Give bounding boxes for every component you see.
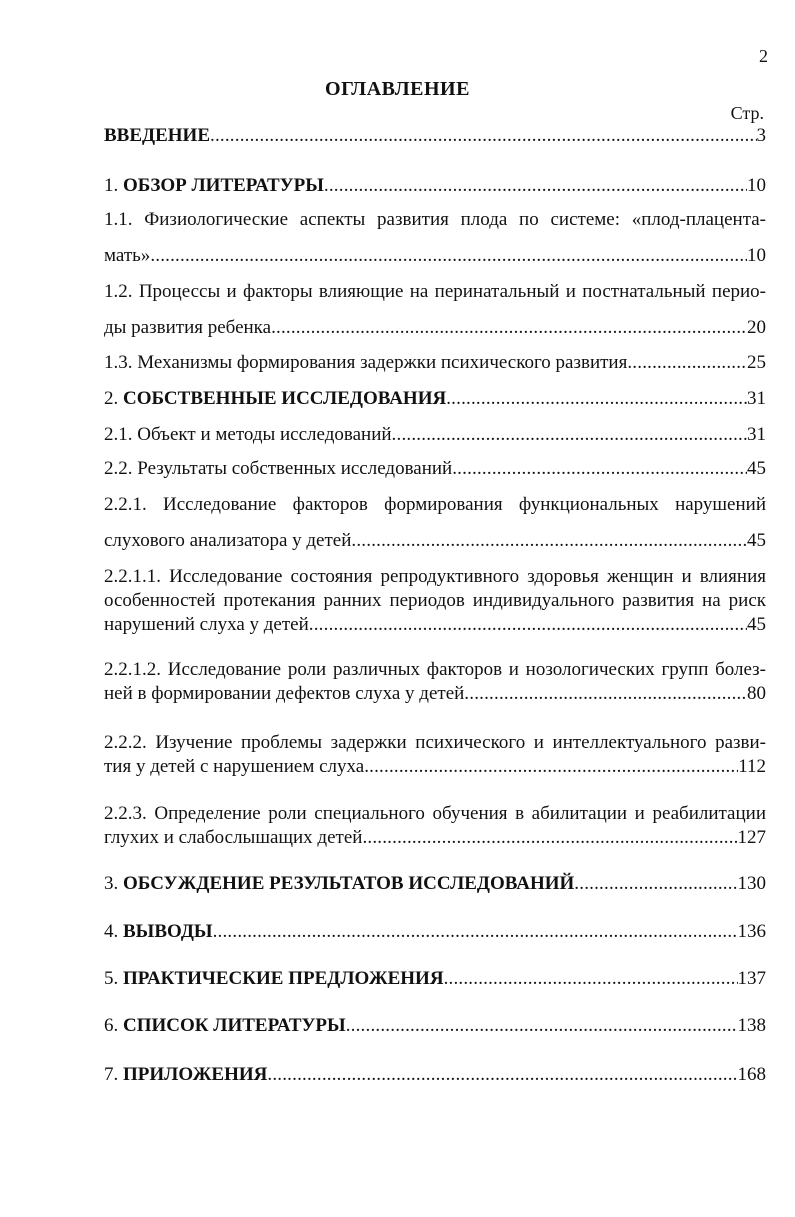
- toc-entry-line: 2.2.1. Исследование факторов формирования функциональных нарушений: [104, 494, 766, 515]
- leader-dots: [150, 244, 747, 268]
- toc-entry-title: ВВЕДЕНИЕ: [104, 125, 210, 146]
- leader-dots: [452, 457, 747, 481]
- toc-page-number: 80: [747, 683, 766, 704]
- toc-page-number: 3: [756, 125, 766, 146]
- toc-entry-line: 2.2.3. Определение роли специального обучения в абилитации и реабилитации: [104, 803, 766, 824]
- toc-page-number: 137: [737, 968, 766, 989]
- leader-dots: [362, 826, 737, 850]
- toc-entry-title: 1.3. Механизмы формирования задержки психического развития: [104, 352, 628, 373]
- toc-entry-2-2-1-2[interactable]: [104, 658, 766, 706]
- toc-entry-line: тия у детей с нарушением слуха: [104, 756, 365, 777]
- toc-entry-1-2[interactable]: [104, 280, 766, 340]
- toc-entry-title: 4. ВЫВОДЫ: [104, 921, 213, 942]
- toc-page-number: 25: [747, 352, 766, 373]
- toc-entry-line: нарушений слуха у детей: [104, 614, 309, 635]
- toc-entry-section-2[interactable]: [104, 387, 766, 411]
- toc-entry-title: 2. СОБСТВЕННЫЕ ИССЛЕДОВАНИЯ: [104, 388, 447, 409]
- leader-dots: [446, 387, 747, 411]
- toc-entry-title: 5. ПРАКТИЧЕСКИЕ ПРЕДЛОЖЕНИЯ: [104, 968, 444, 989]
- toc-entry-line: ды развития ребенка: [104, 317, 272, 338]
- toc-entry-section-4[interactable]: [104, 920, 766, 944]
- toc-entry-title: 2.2. Результаты собственных исследований: [104, 458, 453, 479]
- toc-entry-2-1[interactable]: [104, 423, 766, 447]
- toc-entry-line: 2.2.1.2. Исследование роли различных факторов и нозологических групп болез-: [104, 659, 766, 680]
- leader-dots: [309, 613, 747, 637]
- page-number: 2: [759, 46, 768, 66]
- toc-entry-1-3[interactable]: [104, 351, 766, 375]
- leader-dots: [271, 316, 747, 340]
- toc-entry-line: 2.2.2. Изучение проблемы задержки психического и интеллектуального разви-: [104, 732, 766, 753]
- leader-dots: [364, 755, 738, 779]
- toc-entry-1-1[interactable]: [104, 208, 766, 268]
- toc-entry-2-2-1[interactable]: [104, 493, 766, 553]
- toc-entry-2-2-2[interactable]: [104, 731, 766, 779]
- leader-dots: [574, 872, 737, 896]
- leader-dots: [392, 423, 747, 447]
- leader-dots: [210, 124, 757, 148]
- toc-page-number: 20: [747, 317, 766, 338]
- toc-page-number: 127: [737, 827, 766, 848]
- toc-page-number: 45: [747, 614, 766, 635]
- toc-page-number: 112: [738, 756, 766, 777]
- toc-entry-section-6[interactable]: [104, 1014, 766, 1038]
- toc-entry-section-5[interactable]: [104, 967, 766, 991]
- toc-page-number: 45: [747, 530, 766, 551]
- toc-page-number: 130: [737, 873, 766, 894]
- toc-entry-line: мать»: [104, 245, 151, 266]
- leader-dots: [464, 682, 747, 706]
- toc-entry-section-1[interactable]: [104, 174, 766, 198]
- toc-entry-2-2-3[interactable]: [104, 802, 766, 850]
- leader-dots: [351, 529, 747, 553]
- toc-entry-line: 2.2.1.1. Исследование состояния репродуктивного здоровья женщин и влияния: [104, 566, 766, 587]
- toc-entry-line: глухих и слабослышащих детей: [104, 827, 363, 848]
- toc-page-number: 168: [737, 1064, 766, 1085]
- toc-entry-line: 1.1. Физиологические аспекты развития плода по системе: «плод-плацента-: [104, 209, 766, 230]
- toc-entry-title: 3. ОБСУЖДЕНИЕ РЕЗУЛЬТАТОВ ИССЛЕДОВАНИЙ: [104, 873, 575, 894]
- toc-page-number: 136: [737, 921, 766, 942]
- toc-entry-intro[interactable]: [104, 124, 766, 148]
- toc-entry-2-2[interactable]: [104, 457, 766, 481]
- toc-entry-section-3[interactable]: [104, 872, 766, 896]
- toc-page-number: 45: [747, 458, 766, 479]
- toc-entry-title: 1. ОБЗОР ЛИТЕРАТУРЫ: [104, 175, 324, 196]
- toc-page-number: 10: [747, 245, 766, 266]
- leader-dots: [267, 1063, 737, 1087]
- toc-entry-line: 1.2. Процессы и факторы влияющие на перинатальный и постнатальный перио-: [104, 281, 766, 302]
- leader-dots: [324, 174, 747, 198]
- toc-page-number: 31: [747, 424, 766, 445]
- leader-dots: [346, 1014, 738, 1038]
- toc-entry-2-2-1-1[interactable]: [104, 565, 766, 637]
- toc-entry-line: ней в формировании дефектов слуха у детей: [104, 683, 465, 704]
- leader-dots: [213, 920, 738, 944]
- toc-page-number: 138: [737, 1015, 766, 1036]
- leader-dots: [444, 967, 738, 991]
- toc-entry-section-7[interactable]: [104, 1063, 766, 1087]
- toc-page-number: 31: [747, 388, 766, 409]
- toc-entry-title: 6. СПИСОК ЛИТЕРАТУРЫ: [104, 1015, 346, 1036]
- page-column-label: Стр.: [730, 103, 764, 123]
- toc-entry-title: 2.1. Объект и методы исследований: [104, 424, 392, 445]
- toc-page-number: 10: [747, 175, 766, 196]
- toc-entry-line: слухового анализатора у детей: [104, 530, 352, 551]
- leader-dots: [627, 351, 747, 375]
- page-title: ОГЛАВЛЕНИЕ: [325, 78, 470, 100]
- toc-entry-title: 7. ПРИЛОЖЕНИЯ: [104, 1064, 268, 1085]
- toc-entry-line: особенностей протекания ранних периодов индивидуального развития на риск: [104, 590, 766, 611]
